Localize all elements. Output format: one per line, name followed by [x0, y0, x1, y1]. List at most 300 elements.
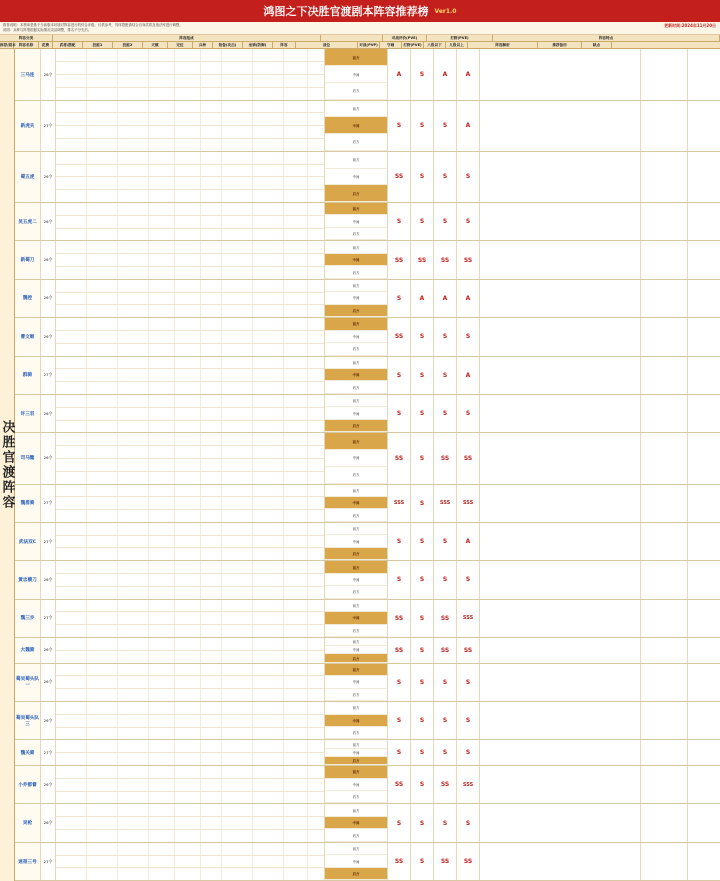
- header-col: 武将/搭配: [53, 42, 83, 48]
- position-cell: 中间: [325, 66, 387, 83]
- header-col: 九级以上: [446, 42, 468, 48]
- lineup-lines: [56, 49, 325, 99]
- lineup-name: 魏关骑: [15, 740, 41, 765]
- grade-cell: S: [411, 804, 434, 841]
- grade-cell: S: [434, 740, 457, 765]
- backup-cell: [641, 101, 688, 151]
- header-col: 推荐/剧本: [0, 43, 16, 48]
- position-cell: 前方: [325, 843, 387, 855]
- grade-cell: S: [411, 664, 434, 701]
- grade-cell: A: [434, 280, 457, 317]
- analysis-cell: [480, 280, 641, 317]
- position-cell: 前方: [325, 664, 387, 676]
- grade-cell: S: [434, 664, 457, 701]
- side-label: 决胜官渡阵容: [0, 49, 15, 881]
- grade-cell: SS: [388, 600, 411, 637]
- header-col: 天赋: [143, 42, 168, 48]
- weakness-cell: [688, 638, 720, 663]
- formation-positions: [325, 49, 388, 99]
- position-cell: 后方: [325, 134, 387, 151]
- lineup-name: 吴枪: [15, 804, 41, 841]
- analysis-cell: [480, 357, 641, 394]
- lineup-lines: [56, 523, 325, 560]
- header-col: 推荐备用: [538, 42, 582, 48]
- grade-cell: S: [411, 600, 434, 637]
- note-line: 说明：兵种与阵型根据实际情况灵活调整，排名不分先后。: [3, 28, 92, 33]
- position-cell: 前方: [325, 702, 387, 714]
- weakness-cell: [688, 843, 720, 880]
- lineup-cost: 27令: [41, 485, 56, 522]
- position-cell: 前方: [325, 49, 387, 66]
- grade-cell: SS: [388, 152, 411, 202]
- backup-cell: [641, 600, 688, 637]
- position-cell: 后方: [325, 727, 387, 739]
- lineup-row: [15, 638, 720, 664]
- analysis-cell: [480, 395, 641, 432]
- position-cell: 后方: [325, 689, 387, 701]
- weakness-cell: [688, 485, 720, 522]
- weakness-cell: [688, 664, 720, 701]
- weakness-cell: [688, 740, 720, 765]
- lineup-name: 蜀吴蜀头队三: [15, 702, 41, 739]
- position-cell: 中间: [325, 817, 387, 829]
- lineup-name: 吴五虎二: [15, 203, 41, 240]
- lineup-lines: [56, 433, 325, 483]
- grade-cell: S: [457, 561, 480, 598]
- backup-cell: [641, 664, 688, 701]
- grade-cell: SSS: [434, 485, 457, 522]
- lineup-name: 小乔都督: [15, 766, 41, 803]
- position-cell: 前方: [325, 152, 387, 169]
- grade-cell: SS: [434, 241, 457, 278]
- position-cell: 前方: [325, 280, 387, 292]
- note-line: 推荐说明：本榜单是基于当前版本环境对阵容进行的综合评级，仅供参考，具体搭配请结合自身武将及战法库进行调整。: [3, 23, 183, 27]
- analysis-cell: [480, 600, 641, 637]
- grade-cell: S: [457, 664, 480, 701]
- grade-cell: SS: [434, 766, 457, 803]
- grade-cell: SS: [388, 638, 411, 663]
- lineup-cost: 26令: [41, 241, 56, 278]
- lineup-name: 魏三步: [15, 600, 41, 637]
- lineup-row: [15, 49, 720, 100]
- analysis-cell: [480, 638, 641, 663]
- header-col: 缺点: [582, 42, 612, 48]
- lineup-row: [15, 740, 720, 766]
- analysis-cell: [480, 843, 641, 880]
- position-cell: 中间: [325, 254, 387, 266]
- header-col: 兵种: [193, 42, 213, 48]
- weakness-cell: [688, 280, 720, 317]
- position-cell: 中间: [325, 169, 387, 186]
- grade-cell: S: [411, 395, 434, 432]
- lineup-lines: [56, 702, 325, 739]
- grade-cell: S: [434, 203, 457, 240]
- lineup-cost: 26令: [41, 766, 56, 803]
- position-cell: 后方: [325, 586, 387, 598]
- lineup-row: [15, 766, 720, 804]
- weakness-cell: [688, 600, 720, 637]
- lineup-row: [15, 843, 720, 881]
- lineup-name: 蜀五虎: [15, 152, 41, 202]
- lineup-name: 蜀吴蜀头队一: [15, 664, 41, 701]
- lineup-row: [15, 433, 720, 484]
- lineup-cost: 26令: [41, 203, 56, 240]
- grade-cell: SS: [411, 241, 434, 278]
- lineup-lines: [56, 101, 325, 151]
- backup-cell: [641, 523, 688, 560]
- grade-cell: S: [457, 804, 480, 841]
- backup-cell: [641, 638, 688, 663]
- formation-positions: [325, 766, 388, 803]
- lineup-row: [15, 241, 720, 279]
- position-cell: 中间: [325, 497, 387, 509]
- grade-cell: S: [411, 101, 434, 151]
- formation-positions: [325, 702, 388, 739]
- formation-positions: [325, 485, 388, 522]
- lineup-row: [15, 523, 720, 561]
- header-col: 八级以下: [424, 42, 446, 48]
- grade-cell: S: [434, 702, 457, 739]
- lineup-name: 司马懿: [15, 433, 41, 483]
- header-group: 阵容特点: [493, 35, 720, 41]
- position-cell: 前方: [325, 561, 387, 573]
- position-cell: 中间: [325, 779, 387, 791]
- weakness-cell: [688, 101, 720, 151]
- weakness-cell: [688, 766, 720, 803]
- header-col: 花费: [39, 42, 53, 48]
- grade-cell: S: [457, 702, 480, 739]
- position-cell: 中间: [325, 749, 387, 757]
- lineup-lines: [56, 241, 325, 278]
- analysis-cell: [480, 740, 641, 765]
- formation-positions: [325, 843, 388, 880]
- weakness-cell: [688, 561, 720, 598]
- formation-positions: [325, 395, 388, 432]
- grade-cell: S: [411, 523, 434, 560]
- lineup-lines: [56, 664, 325, 701]
- grade-cell: S: [434, 101, 457, 151]
- analysis-cell: [480, 702, 641, 739]
- grade-cell: A: [457, 280, 480, 317]
- grade-cell: S: [411, 433, 434, 483]
- position-cell: 中间: [325, 855, 387, 867]
- grade-cell: SS: [388, 843, 411, 880]
- weakness-cell: [688, 804, 720, 841]
- position-cell: 前方: [325, 203, 387, 215]
- position-cell: 后方: [325, 343, 387, 355]
- position-cell: 后方: [325, 266, 387, 278]
- grade-cell: S: [457, 152, 480, 202]
- header-col: 阵容名称: [14, 42, 39, 48]
- position-cell: 前方: [325, 804, 387, 816]
- position-cell: 前方: [325, 485, 387, 497]
- lineup-lines: [56, 318, 325, 355]
- analysis-cell: [480, 561, 641, 598]
- weakness-cell: [688, 357, 720, 394]
- grade-cell: S: [434, 804, 457, 841]
- header-group: 阵容分类: [0, 35, 53, 41]
- grade-cell: S: [411, 561, 434, 598]
- analysis-cell: [480, 664, 641, 701]
- header-col: 对战(PVP): [358, 42, 380, 48]
- analysis-cell: [480, 152, 641, 202]
- header-col: 阵容: [273, 42, 296, 48]
- analysis-cell: [480, 804, 641, 841]
- backup-cell: [641, 485, 688, 522]
- header-group: 打野(PVE): [427, 35, 493, 41]
- lineup-cost: 27令: [41, 740, 56, 765]
- lineup-name: 许三羽: [15, 395, 41, 432]
- position-cell: 后方: [325, 625, 387, 637]
- lineup-row: [15, 664, 720, 702]
- grade-cell: S: [388, 203, 411, 240]
- grade-cell: S: [411, 152, 434, 202]
- weakness-cell: [688, 241, 720, 278]
- grade-cell: SS: [434, 638, 457, 663]
- lineup-cost: 26令: [41, 280, 56, 317]
- grade-cell: S: [411, 638, 434, 663]
- formation-positions: [325, 101, 388, 151]
- grade-cell: S: [411, 766, 434, 803]
- analysis-cell: [480, 49, 641, 99]
- grade-cell: SSS: [457, 600, 480, 637]
- grade-cell: S: [434, 318, 457, 355]
- backup-cell: [641, 395, 688, 432]
- position-cell: 中间: [325, 646, 387, 654]
- lineup-row: [15, 101, 720, 152]
- grade-cell: A: [457, 101, 480, 151]
- backup-cell: [641, 152, 688, 202]
- lineup-cost: 27令: [41, 357, 56, 394]
- grade-cell: S: [411, 203, 434, 240]
- lineup-lines: [56, 600, 325, 637]
- grade-cell: S: [434, 357, 457, 394]
- position-cell: 前方: [325, 523, 387, 535]
- weakness-cell: [688, 523, 720, 560]
- position-cell: 中间: [325, 117, 387, 134]
- position-cell: 后方: [325, 509, 387, 521]
- lineup-row: [15, 485, 720, 523]
- lineup-cost: 26令: [41, 664, 56, 701]
- position-cell: 后方: [325, 548, 387, 560]
- grade-cell: S: [411, 702, 434, 739]
- analysis-cell: [480, 485, 641, 522]
- grade-cell: A: [457, 49, 480, 99]
- grade-cell: S: [388, 561, 411, 598]
- analysis-cell: [480, 241, 641, 278]
- position-cell: 后方: [325, 829, 387, 841]
- lineup-rows: [15, 49, 720, 881]
- position-cell: 后方: [325, 420, 387, 432]
- weakness-cell: [688, 49, 720, 99]
- update-time: 更新时间:2024年11月20日: [664, 23, 716, 28]
- lineup-lines: [56, 395, 325, 432]
- position-cell: 后方: [325, 228, 387, 240]
- header-col: 装备(攻击): [213, 42, 243, 48]
- formation-positions: [325, 804, 388, 841]
- grade-cell: S: [457, 395, 480, 432]
- title-text: 鸿图之下决胜官渡剧本阵容推荐榜: [263, 5, 429, 18]
- lineup-name: 三马连: [15, 49, 41, 99]
- lineup-name: 群骑: [15, 357, 41, 394]
- lineup-lines: [56, 740, 325, 765]
- grade-cell: SS: [388, 433, 411, 483]
- grade-cell: SS: [388, 241, 411, 278]
- weakness-cell: [688, 152, 720, 202]
- backup-cell: [641, 702, 688, 739]
- lineup-row: [15, 152, 720, 203]
- backup-cell: [641, 318, 688, 355]
- formation-positions: [325, 638, 388, 663]
- position-cell: 后方: [325, 791, 387, 803]
- lineup-row: [15, 357, 720, 395]
- lineup-cost: 27令: [41, 523, 56, 560]
- position-cell: 后方: [325, 757, 387, 765]
- header-col: 阵容解析: [468, 42, 538, 48]
- grade-cell: S: [434, 152, 457, 202]
- position-cell: 前方: [325, 101, 387, 118]
- version-label: Ver1.0: [434, 7, 457, 15]
- analysis-cell: [480, 523, 641, 560]
- grade-cell: S: [388, 523, 411, 560]
- grade-cell: A: [457, 357, 480, 394]
- position-cell: 前方: [325, 357, 387, 369]
- backup-cell: [641, 357, 688, 394]
- header-col: 坐骑(防御): [243, 42, 273, 48]
- backup-cell: [641, 766, 688, 803]
- lineup-row: [15, 203, 720, 241]
- grade-cell: S: [457, 740, 480, 765]
- weakness-cell: [688, 318, 720, 355]
- formation-positions: [325, 600, 388, 637]
- grade-cell: S: [388, 357, 411, 394]
- backup-cell: [641, 804, 688, 841]
- weakness-cell: [688, 395, 720, 432]
- formation-positions: [325, 203, 388, 240]
- grade-cell: S: [388, 702, 411, 739]
- grade-cell: SS: [457, 843, 480, 880]
- lineup-lines: [56, 203, 325, 240]
- lineup-row: [15, 600, 720, 638]
- lineup-cost: 26令: [41, 638, 56, 663]
- backup-cell: [641, 433, 688, 483]
- lineup-cost: 26令: [41, 395, 56, 432]
- position-cell: 后方: [325, 654, 387, 662]
- lineup-name: 大魏骑: [15, 638, 41, 663]
- position-cell: 中间: [325, 715, 387, 727]
- position-cell: 中间: [325, 612, 387, 624]
- grade-cell: SS: [434, 843, 457, 880]
- position-cell: 后方: [325, 868, 387, 880]
- formation-positions: [325, 740, 388, 765]
- table-body: [0, 49, 720, 881]
- header-group: 对战评价(PVE): [383, 35, 427, 41]
- lineup-row: [15, 561, 720, 599]
- position-cell: 后方: [325, 185, 387, 202]
- grade-cell: SS: [434, 600, 457, 637]
- lineup-name: 黄忠横刀: [15, 561, 41, 598]
- position-cell: 中间: [325, 331, 387, 343]
- position-cell: 前方: [325, 318, 387, 330]
- header-col: 打野(PVE): [402, 42, 424, 48]
- position-cell: 前方: [325, 766, 387, 778]
- table-header-groups: [0, 35, 720, 42]
- position-cell: 前方: [325, 395, 387, 407]
- backup-cell: [641, 280, 688, 317]
- lineup-name: 新蜀刀: [15, 241, 41, 278]
- backup-cell: [641, 203, 688, 240]
- grade-cell: A: [434, 49, 457, 99]
- header-col: 技能1: [83, 42, 113, 48]
- formation-positions: [325, 152, 388, 202]
- position-cell: 中间: [325, 574, 387, 586]
- formation-positions: [325, 241, 388, 278]
- lineup-name: 曹文姬: [15, 318, 41, 355]
- grade-cell: S: [388, 280, 411, 317]
- grade-cell: S: [388, 664, 411, 701]
- lineup-cost: 26令: [41, 49, 56, 99]
- grade-cell: S: [434, 561, 457, 598]
- analysis-cell: [480, 766, 641, 803]
- grade-cell: S: [388, 740, 411, 765]
- grade-cell: SS: [434, 433, 457, 483]
- page-title: [0, 0, 720, 22]
- lineup-lines: [56, 280, 325, 317]
- grade-cell: S: [434, 395, 457, 432]
- notes-block: [0, 22, 720, 35]
- formation-positions: [325, 280, 388, 317]
- table-header-columns: [0, 42, 720, 49]
- position-cell: 前方: [325, 638, 387, 646]
- position-cell: 后方: [325, 83, 387, 100]
- position-cell: 中间: [325, 407, 387, 419]
- position-cell: 中间: [325, 535, 387, 547]
- grade-cell: S: [411, 318, 434, 355]
- position-cell: 前方: [325, 433, 387, 450]
- analysis-cell: [480, 433, 641, 483]
- lineup-name: 迷哥三号: [15, 843, 41, 880]
- grade-cell: SS: [388, 318, 411, 355]
- backup-cell: [641, 740, 688, 765]
- position-cell: 前方: [325, 241, 387, 253]
- position-cell: 中间: [325, 450, 387, 467]
- position-cell: 前方: [325, 600, 387, 612]
- backup-cell: [641, 49, 688, 99]
- lineup-name: 武法双C: [15, 523, 41, 560]
- grade-cell: S: [388, 804, 411, 841]
- grade-cell: S: [457, 318, 480, 355]
- position-cell: 中间: [325, 676, 387, 688]
- lineup-lines: [56, 638, 325, 663]
- header-col: 技能2: [113, 42, 143, 48]
- header-col: 定位: [168, 42, 193, 48]
- lineup-cost: 27令: [41, 101, 56, 151]
- lineup-cost: 26令: [41, 804, 56, 841]
- lineup-cost: 27令: [41, 600, 56, 637]
- grade-cell: A: [457, 523, 480, 560]
- lineup-cost: 26令: [41, 433, 56, 483]
- formation-positions: [325, 318, 388, 355]
- position-cell: 后方: [325, 467, 387, 484]
- grade-cell: A: [388, 49, 411, 99]
- grade-cell: SS: [457, 433, 480, 483]
- header-group: [321, 35, 383, 41]
- lineup-cost: 27令: [41, 843, 56, 880]
- weakness-cell: [688, 702, 720, 739]
- backup-cell: [641, 843, 688, 880]
- grade-cell: S: [411, 485, 434, 522]
- lineup-name: 魏盾骑: [15, 485, 41, 522]
